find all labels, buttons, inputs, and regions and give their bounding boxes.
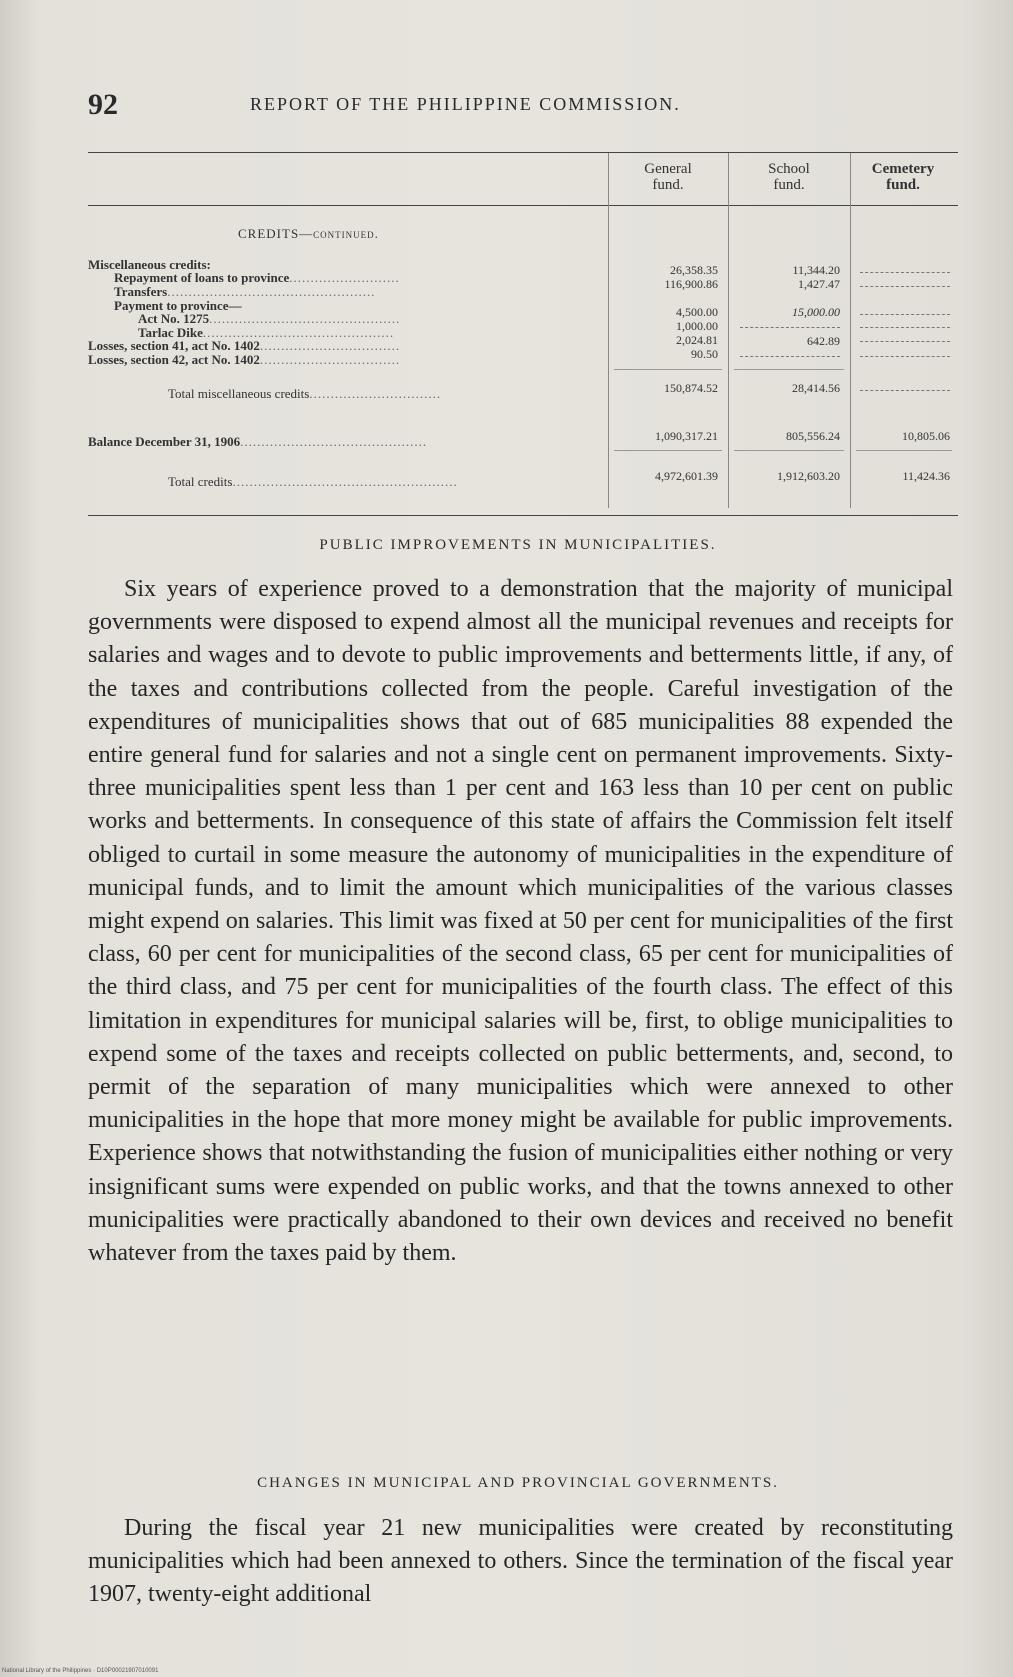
value-balance-cemetery: 10,805.06 <box>902 429 950 443</box>
row-label-losses-41: Losses, section 41, act No. 1402................................. <box>88 338 401 353</box>
value-losses41-school: 642.89 <box>807 334 840 348</box>
empty-cell-dash <box>860 390 950 391</box>
table-head-rule <box>88 205 958 206</box>
empty-cell-dash <box>740 327 840 328</box>
scan-footer: National Library of the Philippines · D10P00021907010091 <box>2 1668 159 1674</box>
value-losses42-general: 90.50 <box>691 347 718 361</box>
row-label-act: Act No. 1275............................................. <box>138 311 401 326</box>
value-act-general: 4,500.00 <box>676 305 718 319</box>
value-repayment-general: 26,358.35 <box>670 263 718 277</box>
empty-cell-dash <box>860 314 950 315</box>
subtotal-rule <box>614 369 722 370</box>
value-total-misc-general: 150,874.52 <box>664 381 718 395</box>
subtotal-rule <box>734 369 844 370</box>
row-label-losses-42: Losses, section 42, act No. 1402................................. <box>88 352 401 367</box>
value-total-credits-school: 1,912,603.20 <box>777 469 840 483</box>
total-rule <box>734 450 844 451</box>
row-label-total-misc: Total miscellaneous credits............................... <box>168 386 442 401</box>
row-label-balance: Balance December 31, 1906............................................ <box>88 434 428 449</box>
misc-credits-heading: Miscellaneous credits: <box>88 257 211 272</box>
total-rule <box>614 450 722 451</box>
row-label-transfers: Transfers................................................. <box>114 284 376 299</box>
value-act-school: 15,000.00 <box>792 305 840 319</box>
value-tarlac-general: 1,000.00 <box>676 319 718 333</box>
value-transfers-general: 116,900.86 <box>664 277 718 291</box>
value-transfers-school: 1,427.47 <box>798 277 840 291</box>
value-repayment-school: 11,344.20 <box>792 263 840 277</box>
value-losses41-general: 2,024.81 <box>676 333 718 347</box>
table-top-rule <box>88 152 958 153</box>
paragraph-changes: During the fiscal year 21 new municipalities were created by reconstituting municipalities which had been annexed to others. Since the termination of the fiscal year 1907, twenty-eight additional <box>88 1515 953 1608</box>
value-total-misc-school: 28,414.56 <box>792 381 840 395</box>
total-rule <box>856 450 952 451</box>
column-divider <box>850 153 851 508</box>
value-balance-school: 805,556.24 <box>786 429 840 443</box>
row-label-total-credits: Total credits..................................................... <box>168 474 458 489</box>
row-label-repayment: Repayment of loans to province.......................... <box>114 270 400 285</box>
empty-cell-dash <box>860 356 950 357</box>
column-divider <box>728 153 729 508</box>
empty-cell-dash <box>860 341 950 342</box>
paragraph-public-improvements: Six years of experience proved to a demonstration that the majority of municipal governments were disposed to expend almost all the municipal revenues and receipts for salaries and wages and to devote to public improvements and betterments little, if any, of the taxes and contributions collected from the people. Careful investigation of the expenditures of municipalities shows that out of 685 municipalities 88 expended the entire general fund for salaries and not a single cent on permanent improvements. Sixty-three municipalities spent less than 1 per cent and 163 less than 10 per cent on public works and betterments. In consequence of this state of affairs the Commission felt itself obliged to curtail in some measure the autonomy of municipalities in the expenditure of municipal funds, and to limit the amount which municipalities of the various classes might expend on salaries. This limit was fixed at 50 per cent for municipalities of the first class, 60 per cent for municipalities of the second class, 65 per cent for municipalities of the third class, and 75 per cent for municipalities of the fourth class. The effect of this limitation in expenditures for municipal salaries will be, first, to oblige municipalities to expend some of the taxes and receipts collected on public betterments, and, second, to permit of the separation of many municipalities which were annexed to other municipalities in the hope that more money might be available for public improvements. Experience shows that notwithstanding the fusion of municipalities either nothing or very insignificant sums were expended on public works, and that the towns annexed to other municipalities were practically abandoned to their own devices and received no benefit whatever from the taxes paid by them. <box>88 576 953 1267</box>
row-label-payment-heading: Payment to province— <box>114 298 242 313</box>
column-header-cemetery: Cemetery fund. <box>871 161 935 193</box>
empty-cell-dash <box>860 327 950 328</box>
page-header <box>88 88 948 128</box>
empty-cell-dash <box>740 356 840 357</box>
empty-cell-dash <box>860 286 950 287</box>
empty-cell-dash <box>860 272 950 273</box>
value-balance-general: 1,090,317.21 <box>655 429 718 443</box>
page-number: 92 <box>88 88 118 121</box>
section-heading-changes: CHANGES IN MUNICIPAL AND PROVINCIAL GOVERNMENTS. <box>257 1475 779 1491</box>
row-label-tarlac: Tarlac Dike............................................. <box>138 325 395 340</box>
table-bottom-rule <box>88 515 958 516</box>
running-title: REPORT OF THE PHILIPPINE COMMISSION. <box>250 94 681 114</box>
credits-table <box>88 145 958 520</box>
section-heading-public-improvements: PUBLIC IMPROVEMENTS IN MUNICIPALITIES. <box>319 537 717 553</box>
column-header-general: General fund. <box>644 161 692 193</box>
value-total-credits-cemetery: 11,424.36 <box>902 469 950 483</box>
value-total-credits-general: 4,972,601.39 <box>655 469 718 483</box>
section-label: CREDITS—continued. <box>238 226 379 241</box>
column-header-school: School fund. <box>768 161 810 193</box>
